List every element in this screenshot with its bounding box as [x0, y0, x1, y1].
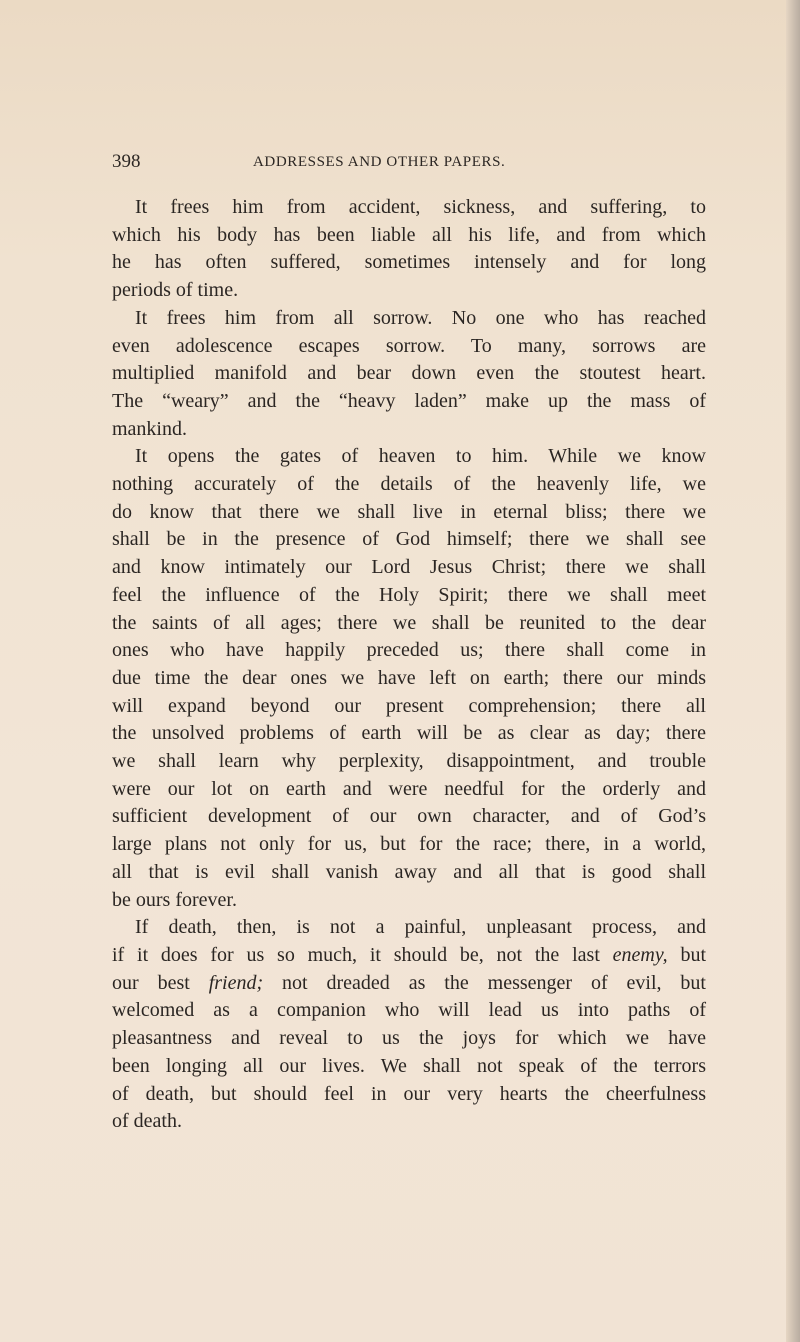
text-line: feel the influence of the Holy Spirit; there we shall meet: [112, 583, 706, 606]
text-line: he has often suffered, sometimes intensely and for long: [112, 251, 706, 274]
text-line: mankind.: [112, 417, 187, 440]
text-line: sufficient development of our own character, and of God’s: [112, 805, 706, 828]
text-line: large plans not only for us, but for the race; there, in a world,: [112, 833, 706, 856]
text-line: [112, 942, 706, 970]
page-edge-shadow: [786, 0, 800, 1342]
text-line: If death, then, is not a painful, unpleasant process, and: [135, 916, 706, 939]
text-line: even adolescence escapes sorrow. To many, sorrows are: [112, 334, 706, 357]
text-line: do know that there we shall live in eternal bliss; there we: [112, 500, 706, 523]
text-line: periods of time.: [112, 279, 239, 302]
text-line: all that is evil shall vanish away and all that is good shall: [112, 860, 706, 883]
text-line: the unsolved problems of earth will be as clear as day; there: [112, 722, 706, 745]
text-line: will expand beyond our present comprehension; there all: [112, 694, 706, 717]
text-line: the saints of all ages; there we shall be reunited to the dear: [112, 611, 706, 634]
text-line: multiplied manifold and bear down even the stoutest heart.: [112, 362, 706, 385]
body-text: [112, 194, 706, 1136]
text-line: welcomed as a companion who will lead us into paths of: [112, 999, 706, 1022]
text-line: pleasantness and reveal to us the joys for which we have: [112, 1027, 706, 1050]
text-line: been longing all our lives. We shall not speak of the terrors: [112, 1054, 706, 1077]
text-line: The “weary” and the “heavy laden” make up the mass of: [112, 389, 706, 412]
page-number: 398: [112, 151, 141, 172]
text-line: It frees him from all sorrow. No one who has reached: [135, 306, 706, 329]
text-line: ones who have happily preceded us; there shall come in: [112, 639, 706, 662]
text-segment: if it does for us so much, it should be, not the last: [112, 943, 613, 966]
italic-word: friend;: [208, 971, 264, 994]
text-line: we shall learn why perplexity, disappointment, and trouble: [112, 750, 706, 773]
text-segment: but: [667, 943, 707, 966]
text-line: of death.: [112, 1110, 182, 1133]
italic-word: enemy,: [612, 943, 668, 966]
running-title: ADDRESSES AND OTHER PAPERS.: [253, 154, 506, 170]
text-segment: not dreaded as the messenger of evil, but: [263, 971, 706, 994]
text-line: It opens the gates of heaven to him. While we know: [135, 445, 706, 468]
text-line: [112, 970, 706, 998]
text-line: were our lot on earth and were needful for the orderly and: [112, 777, 706, 800]
text-line: due time the dear ones we have left on earth; there our minds: [112, 666, 706, 689]
text-line: which his body has been liable all his life, and from which: [112, 223, 706, 246]
text-line: nothing accurately of the details of the heavenly life, we: [112, 473, 706, 496]
text-line: be ours forever.: [112, 888, 237, 911]
text-line: and know intimately our Lord Jesus Christ; there we shall: [112, 556, 706, 579]
text-segment: our best: [112, 971, 209, 994]
text-line: It frees him from accident, sickness, and suffering, to: [135, 196, 706, 218]
text-line: of death, but should feel in our very hearts the cheerfulness: [112, 1082, 706, 1105]
text-line: shall be in the presence of God himself; there we shall see: [112, 528, 706, 551]
